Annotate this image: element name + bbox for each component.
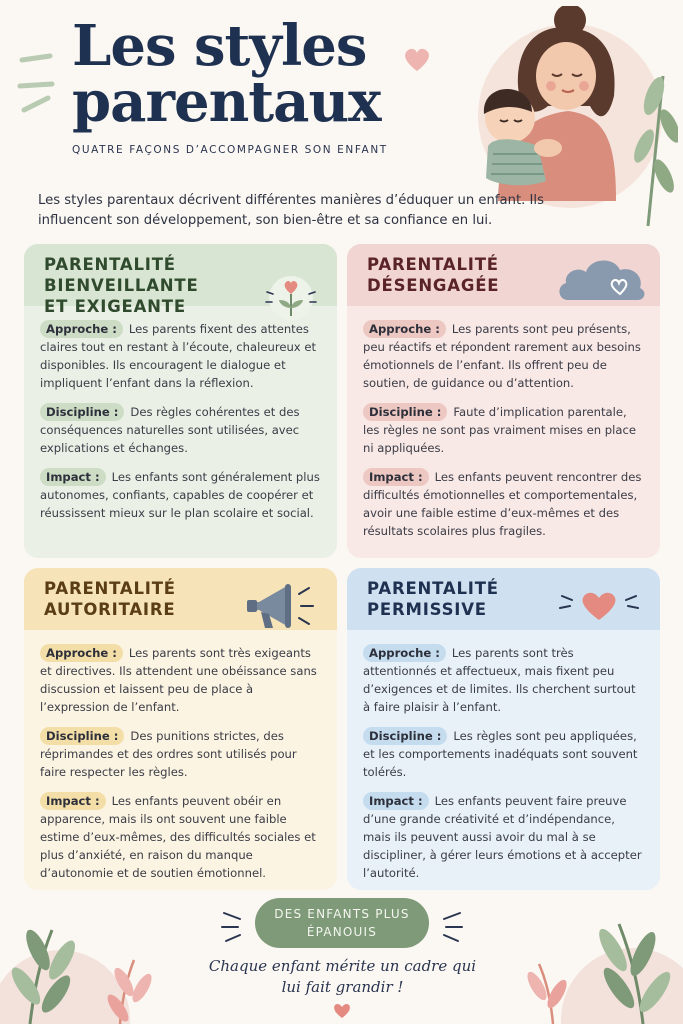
- card-permissive: [347, 568, 660, 890]
- discipline-item: [363, 727, 644, 781]
- impact-item: [363, 468, 644, 540]
- impact-tag: Impact :: [40, 792, 106, 810]
- impact-text: Les enfants sont généralement plus autonomes, confiants, capables de coopérer et réussissent mieux sur le plan scolaire et social.: [40, 470, 320, 520]
- footer-quote: Chaque enfant mérite un cadre qui lui fait grandir !: [208, 957, 477, 996]
- discipline-item: [40, 727, 321, 781]
- card-header: [347, 244, 660, 306]
- discipline-tag: Discipline :: [363, 727, 447, 745]
- impact-tag: Impact :: [40, 468, 106, 486]
- impact-item: [40, 468, 321, 522]
- card-header: [347, 568, 660, 630]
- decorative-strokes-icon: [14, 48, 64, 128]
- discipline-text: Faute d’implication parentale, les règles ne sont pas vraiment mises en place ni appliquées.: [363, 405, 636, 455]
- discipline-item: [363, 403, 644, 457]
- megaphone-icon: [243, 576, 323, 636]
- card-title: PARENTALITÉ AUTORITAIRE: [44, 579, 176, 619]
- cloud-heart-icon: [554, 250, 650, 306]
- bottom-badge: DES ENFANTS PLUS ÉPANOUIS: [255, 898, 429, 948]
- approche-text: Les parents fixent des attentes claires tout en restant à l’écoute, chaleureux et disponibles. Ils encouragent le dialogue et impliquent l’enfant dans la réflexion.: [40, 322, 317, 390]
- leaf-left-icon: [0, 890, 190, 1024]
- discipline-text: Des règles cohérentes et des conséquences naturelles sont utilisées, avec explications et échanges.: [40, 405, 300, 455]
- card-header: [24, 244, 337, 316]
- header: [72, 13, 452, 156]
- discipline-text: Les règles sont peu appliquées, et les comportements inadéquats sont souvent tolérés.: [363, 729, 638, 779]
- discipline-item: [40, 403, 321, 457]
- leaf-right-icon: [493, 890, 683, 1024]
- page-subtitle: QUATRE FAÇONS D’ACCOMPAGNER SON ENFANT: [72, 144, 388, 156]
- discipline-tag: Discipline :: [363, 403, 447, 421]
- impact-text: Les enfants peuvent faire preuve d’une grande créativité et d’indépendance, mais ils peuvent aussi avoir du mal à se discipliner, à gérer leurs émotions et à accepter l’autorité.: [363, 794, 642, 880]
- approche-tag: Approche :: [40, 644, 123, 662]
- heart-icon: [556, 580, 642, 626]
- approche-tag: Approche :: [40, 320, 123, 338]
- impact-text: Les enfants peuvent rencontrer des difficultés émotionnelles et comportementales, avoir une faible estime d’eux-mêmes et des résultats scolaires plus fragiles.: [363, 470, 642, 538]
- impact-tag: Impact :: [363, 792, 429, 810]
- heart-sprout-icon: [261, 272, 321, 320]
- discipline-text: Des punitions strictes, des réprimandes et des ordres sont utilisés pour faire respecter les règles.: [40, 729, 297, 779]
- page-title: Les styles parentaux: [72, 13, 381, 135]
- card-desengagee: [347, 244, 660, 558]
- approche-item: [40, 320, 321, 392]
- approche-tag: Approche :: [363, 320, 446, 338]
- approche-text: Les parents sont peu présents, peu réactifs et répondent rarement aux besoins émotionnels de l’enfant. Ils offrent peu de soutien, de guidance ou d’attention.: [363, 322, 641, 390]
- card-bienveillante: [24, 244, 337, 558]
- intro-text: Les styles parentaux décrivent différentes manières d’éduquer un enfant. Ils influencent son développement, son bien-être et sa confiance en lui.: [38, 193, 544, 228]
- impact-text: Les enfants peuvent obéir en apparence, mais ils ont souvent une faible estime d’eux-mêmes, des difficultés sociales et plus d’anxiété, en raison du manque d’autonomie et de soutien émotionnel.: [40, 794, 316, 880]
- card-title: PARENTALITÉ BIENVEILLANTE ET EXIGEANTE: [44, 255, 199, 316]
- card-autoritaire: [24, 568, 337, 890]
- approche-text: Les parents sont très attentionnés et affectueux, mais fixent peu d’exigences et de limites. Ils cherchent surtout à faire plaisir à l’enfant.: [363, 646, 636, 714]
- impact-tag: Impact :: [363, 468, 429, 486]
- card-title: PARENTALITÉ DÉSENGAGÉE: [367, 255, 500, 295]
- quote-heart-icon: [332, 1002, 352, 1020]
- impact-item: [363, 792, 644, 882]
- approche-item: [363, 644, 644, 716]
- discipline-tag: Discipline :: [40, 403, 124, 421]
- approche-item: [363, 320, 644, 392]
- impact-item: [40, 792, 321, 882]
- approche-item: [40, 644, 321, 716]
- discipline-tag: Discipline :: [40, 727, 124, 745]
- approche-tag: Approche :: [363, 644, 446, 662]
- card-header: [24, 568, 337, 630]
- approche-text: Les parents sont très exigeants et directives. Ils attendent une obéissance sans discussion et laissent peu de place à l’expression de l’enfant.: [40, 646, 317, 714]
- card-title: PARENTALITÉ PERMISSIVE: [367, 579, 499, 619]
